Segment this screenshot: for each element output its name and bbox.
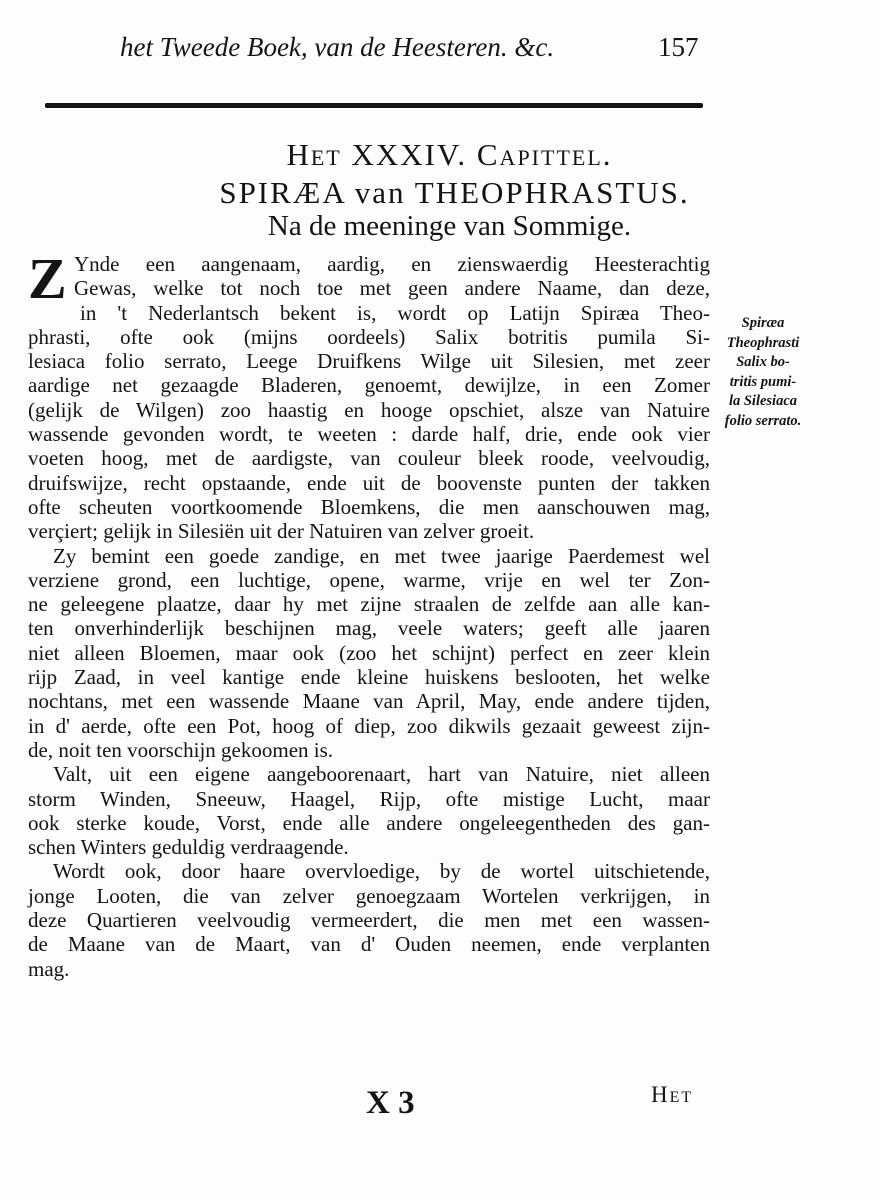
text-line: Wordt ook, door haare overvloedige, by de wortel uitschietende,: [53, 859, 710, 884]
margin-note-line: Salix bo-: [736, 354, 790, 370]
margin-note-line: la Silesiaca: [728, 393, 798, 409]
text-line: verziene grond, een luchtige, opene, warme, vrije en wel ter Zon-: [28, 567, 710, 592]
text-line: Valt, uit een eigene aangeboorenaart, hart van Natuire, niet alleen: [53, 762, 710, 787]
text-line: storm Winden, Sneeuw, Haagel, Rijp, ofte mistige Lucht, maar: [28, 786, 710, 811]
header-rule: [45, 103, 703, 108]
text-line: Zy bemint een goede zandige, en met twee jaarige Paerdemest wel: [53, 543, 710, 568]
running-header: [120, 32, 720, 72]
text-line: lesiaca folio serrato, Leege Druifkens Wilge uit Silesien, met zeer: [28, 349, 710, 374]
text-line: druifswijze, recht opstaande, ende uit de boovenste punten der takken: [28, 470, 710, 495]
text-line: deze Quartieren veelvoudig vermeerdert, die men met een wassen-: [28, 908, 710, 933]
text-line: jonge Looten, die van zelver genoegzaam Wortelen verkrijgen, in: [28, 883, 710, 908]
text-line: mag.: [28, 956, 70, 981]
chapter-subtitle: Na de meeninge van Sommige.: [267, 210, 632, 242]
text-line: ten onverhinderlijk beschijnen mag, veele waters; geeft alle jaaren: [28, 616, 710, 641]
margin-note-line: Spiræa: [741, 315, 785, 331]
signature-mark: X 3: [366, 1085, 415, 1121]
page-number: 157: [658, 32, 699, 62]
text-line: verçiert; gelijk in Silesiën uit der Natuiren van zelver groeit.: [28, 519, 535, 544]
text-line: Ynde een aangenaam, aardig, en zienswaerdig Heesterachtig: [74, 252, 710, 276]
text-line: in 't Nederlantsch bekent is, wordt op Latijn Spiræa Theo-: [80, 300, 710, 325]
margin-note-line: folio serrato.: [724, 412, 802, 429]
text-line: de Maane van de Maart, van d' Ouden neemen, ende verplanten: [28, 932, 710, 957]
running-title: het Tweede Boek, van de Heesteren. &c.: [120, 32, 555, 62]
text-line: de, noit ten voorschijn gekoomen is.: [28, 737, 334, 762]
text-line: (gelijk de Wilgen) zoo haastig en hooge opschiet, alsze van Natuire: [28, 397, 710, 422]
text-line: rijp Zaad, in veel kantige ende kleine huiskens beslooten, het welke: [28, 665, 710, 690]
catchword: Het: [651, 1082, 694, 1107]
text-line: aardige net gezaagde Bladeren, genoemt, dewijlze, in een Zomer: [28, 373, 710, 398]
text-line: voeten hoog, met de aardigste, van couleur bleek roode, veelvoudig,: [28, 446, 710, 471]
text-line: wassende gevonden wordt, te weeten : darde half, drie, ende ook vier: [28, 422, 710, 447]
text-line: ook sterke koude, Vorst, ende alle andere ongeleegentheden des gan-: [28, 810, 710, 835]
body-text: [28, 246, 710, 981]
text-line: in d' aerde, ofte een Pot, hoog of diep, zoo dikwils gezaait geweest zijn-: [28, 713, 710, 738]
text-line: nochtans, met een wassende Maane van April, May, ende andere tijden,: [28, 689, 710, 714]
text-line: phrasti, ofte ook (mijns oordeels) Salix botritis pumila Si-: [28, 324, 710, 349]
text-line: ne geleegene plaatze, daar hy met zijne straalen de zelfde aan alle kan-: [28, 592, 710, 617]
margin-note: [708, 314, 818, 431]
margin-note-line: Theophrasti: [726, 334, 800, 351]
text-line: Gewas, welke tot noch toe met geen andere Naame, dan deze,: [74, 276, 710, 301]
text-line: niet alleen Bloemen, maar ook (zoo het schijnt) perfect en zeer klein: [28, 640, 710, 665]
text-line: ofte scheuten voortkoomende Bloemkens, die men aanschouwen mag,: [28, 494, 710, 519]
drop-cap: Z: [28, 246, 67, 311]
text-line: schen Winters geduldig verdraagende.: [28, 835, 349, 860]
chapter-title: SPIRÆA van THEOPHRASTUS.: [219, 175, 690, 210]
margin-note-line: tritis pumi-: [729, 373, 797, 390]
chapter-heading: Het XXXIV. Capittel.: [286, 137, 613, 172]
